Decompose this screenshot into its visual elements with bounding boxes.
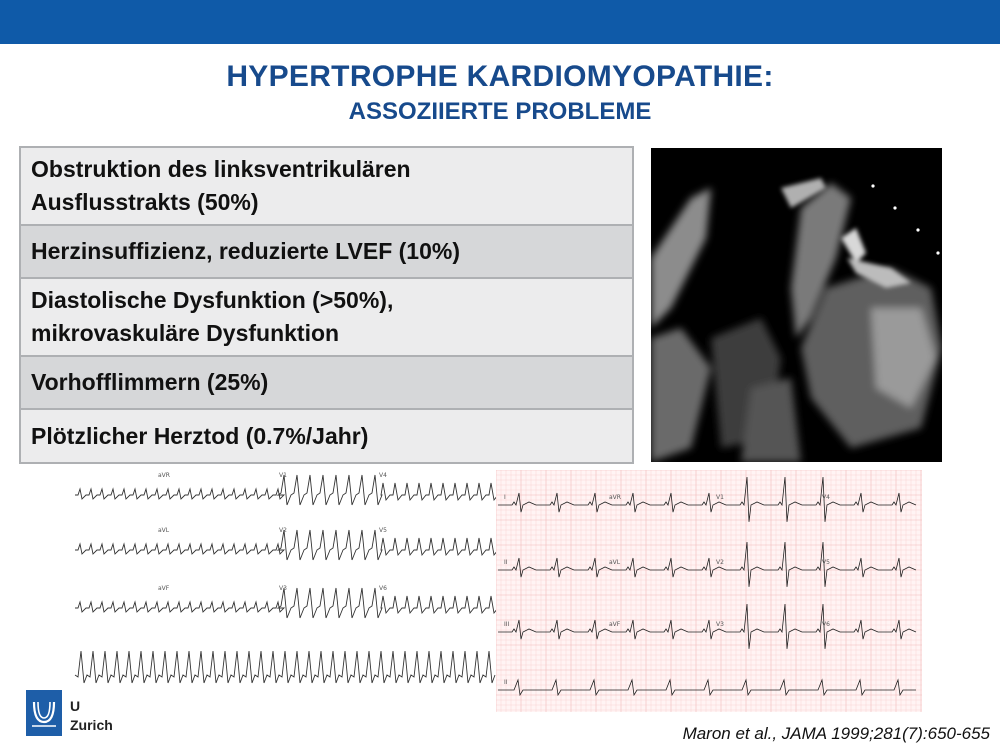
problem-line: Ausflusstrakts (50%) bbox=[31, 189, 259, 215]
problem-line: Herzinsuffizienz, reduzierte LVEF (10%) bbox=[31, 238, 460, 264]
ecg-rhythm-strip bbox=[498, 680, 916, 695]
ecg-tracing-right bbox=[496, 470, 922, 712]
problem-cell bbox=[20, 147, 633, 225]
ecg-lead-label: aVF bbox=[158, 585, 170, 592]
problems-table bbox=[19, 146, 634, 464]
table-row bbox=[20, 409, 633, 463]
ecg-lead-label: V1 bbox=[279, 472, 287, 479]
problem-line: Vorhofflimmern (25%) bbox=[31, 369, 269, 395]
ecg-lead-label: V3 bbox=[716, 621, 724, 628]
ecg-tracing-left bbox=[73, 470, 496, 712]
ecg-right-graphic bbox=[496, 470, 922, 712]
logo-text: Zurich bbox=[70, 717, 113, 733]
table-row bbox=[20, 278, 633, 356]
table-row bbox=[20, 225, 633, 278]
ecg-lead-label: V3 bbox=[279, 585, 287, 592]
ecg-lead-label: aVF bbox=[609, 621, 621, 628]
top-banner bbox=[0, 0, 1000, 44]
ecg-lead-label: V6 bbox=[822, 621, 830, 628]
problem-cell bbox=[20, 278, 633, 356]
logo-letter: U bbox=[70, 698, 81, 714]
problem-cell bbox=[20, 409, 633, 463]
ecg-lead-label: V6 bbox=[379, 585, 387, 592]
ecg-lead-label: V2 bbox=[279, 527, 287, 534]
echocardiogram-image bbox=[651, 148, 942, 462]
ecg-lead-label: I bbox=[504, 494, 506, 501]
problem-line: Diastolische Dysfunktion (>50%), bbox=[31, 287, 394, 313]
problem-line: Obstruktion des linksventrikulären bbox=[31, 156, 411, 182]
citation: Maron et al., JAMA 1999;281(7):650-655 bbox=[682, 724, 990, 743]
ecg-lead-label: V2 bbox=[716, 559, 724, 566]
table-row bbox=[20, 356, 633, 409]
ecg-lead-label: aVL bbox=[609, 559, 621, 566]
ecg-trace-line bbox=[75, 475, 496, 505]
ecg-trace-line bbox=[498, 604, 916, 649]
problem-line: Plötzlicher Herztod (0.7%/Jahr) bbox=[31, 422, 369, 449]
problem-cell bbox=[20, 356, 633, 409]
ecg-rhythm-strip bbox=[75, 651, 495, 683]
echo-graphic bbox=[651, 148, 942, 462]
ecg-lead-label: III bbox=[504, 621, 510, 628]
table-row bbox=[20, 147, 633, 225]
logo-emblem-icon bbox=[26, 690, 62, 736]
ecg-lead-label: V4 bbox=[822, 494, 830, 501]
ecg-lead-label: II bbox=[504, 679, 508, 686]
slide-subtitle: ASSOZIIERTE PROBLEME bbox=[348, 98, 652, 125]
ecg-lead-label: aVL bbox=[158, 527, 170, 534]
ecg-lead-label: V1 bbox=[716, 494, 724, 501]
ecg-trace-line bbox=[75, 530, 496, 560]
ecg-lead-label: aVR bbox=[609, 494, 621, 501]
ecg-lead-label: V5 bbox=[379, 527, 387, 534]
problem-line: mikrovaskuläre Dysfunktion bbox=[31, 320, 340, 346]
ecg-trace-line bbox=[75, 588, 496, 618]
university-logo-icon bbox=[26, 690, 62, 736]
ecg-lead-label: V4 bbox=[379, 472, 387, 479]
ecg-lead-label: V5 bbox=[822, 559, 830, 566]
slide-title: HYPERTROPHE KARDIOMYOPATHIE: bbox=[226, 60, 774, 93]
ecg-lead-label: aVR bbox=[158, 472, 170, 479]
ecg-lead-label: II bbox=[504, 559, 508, 566]
problem-cell bbox=[20, 225, 633, 278]
ecg-left-graphic bbox=[73, 470, 496, 712]
